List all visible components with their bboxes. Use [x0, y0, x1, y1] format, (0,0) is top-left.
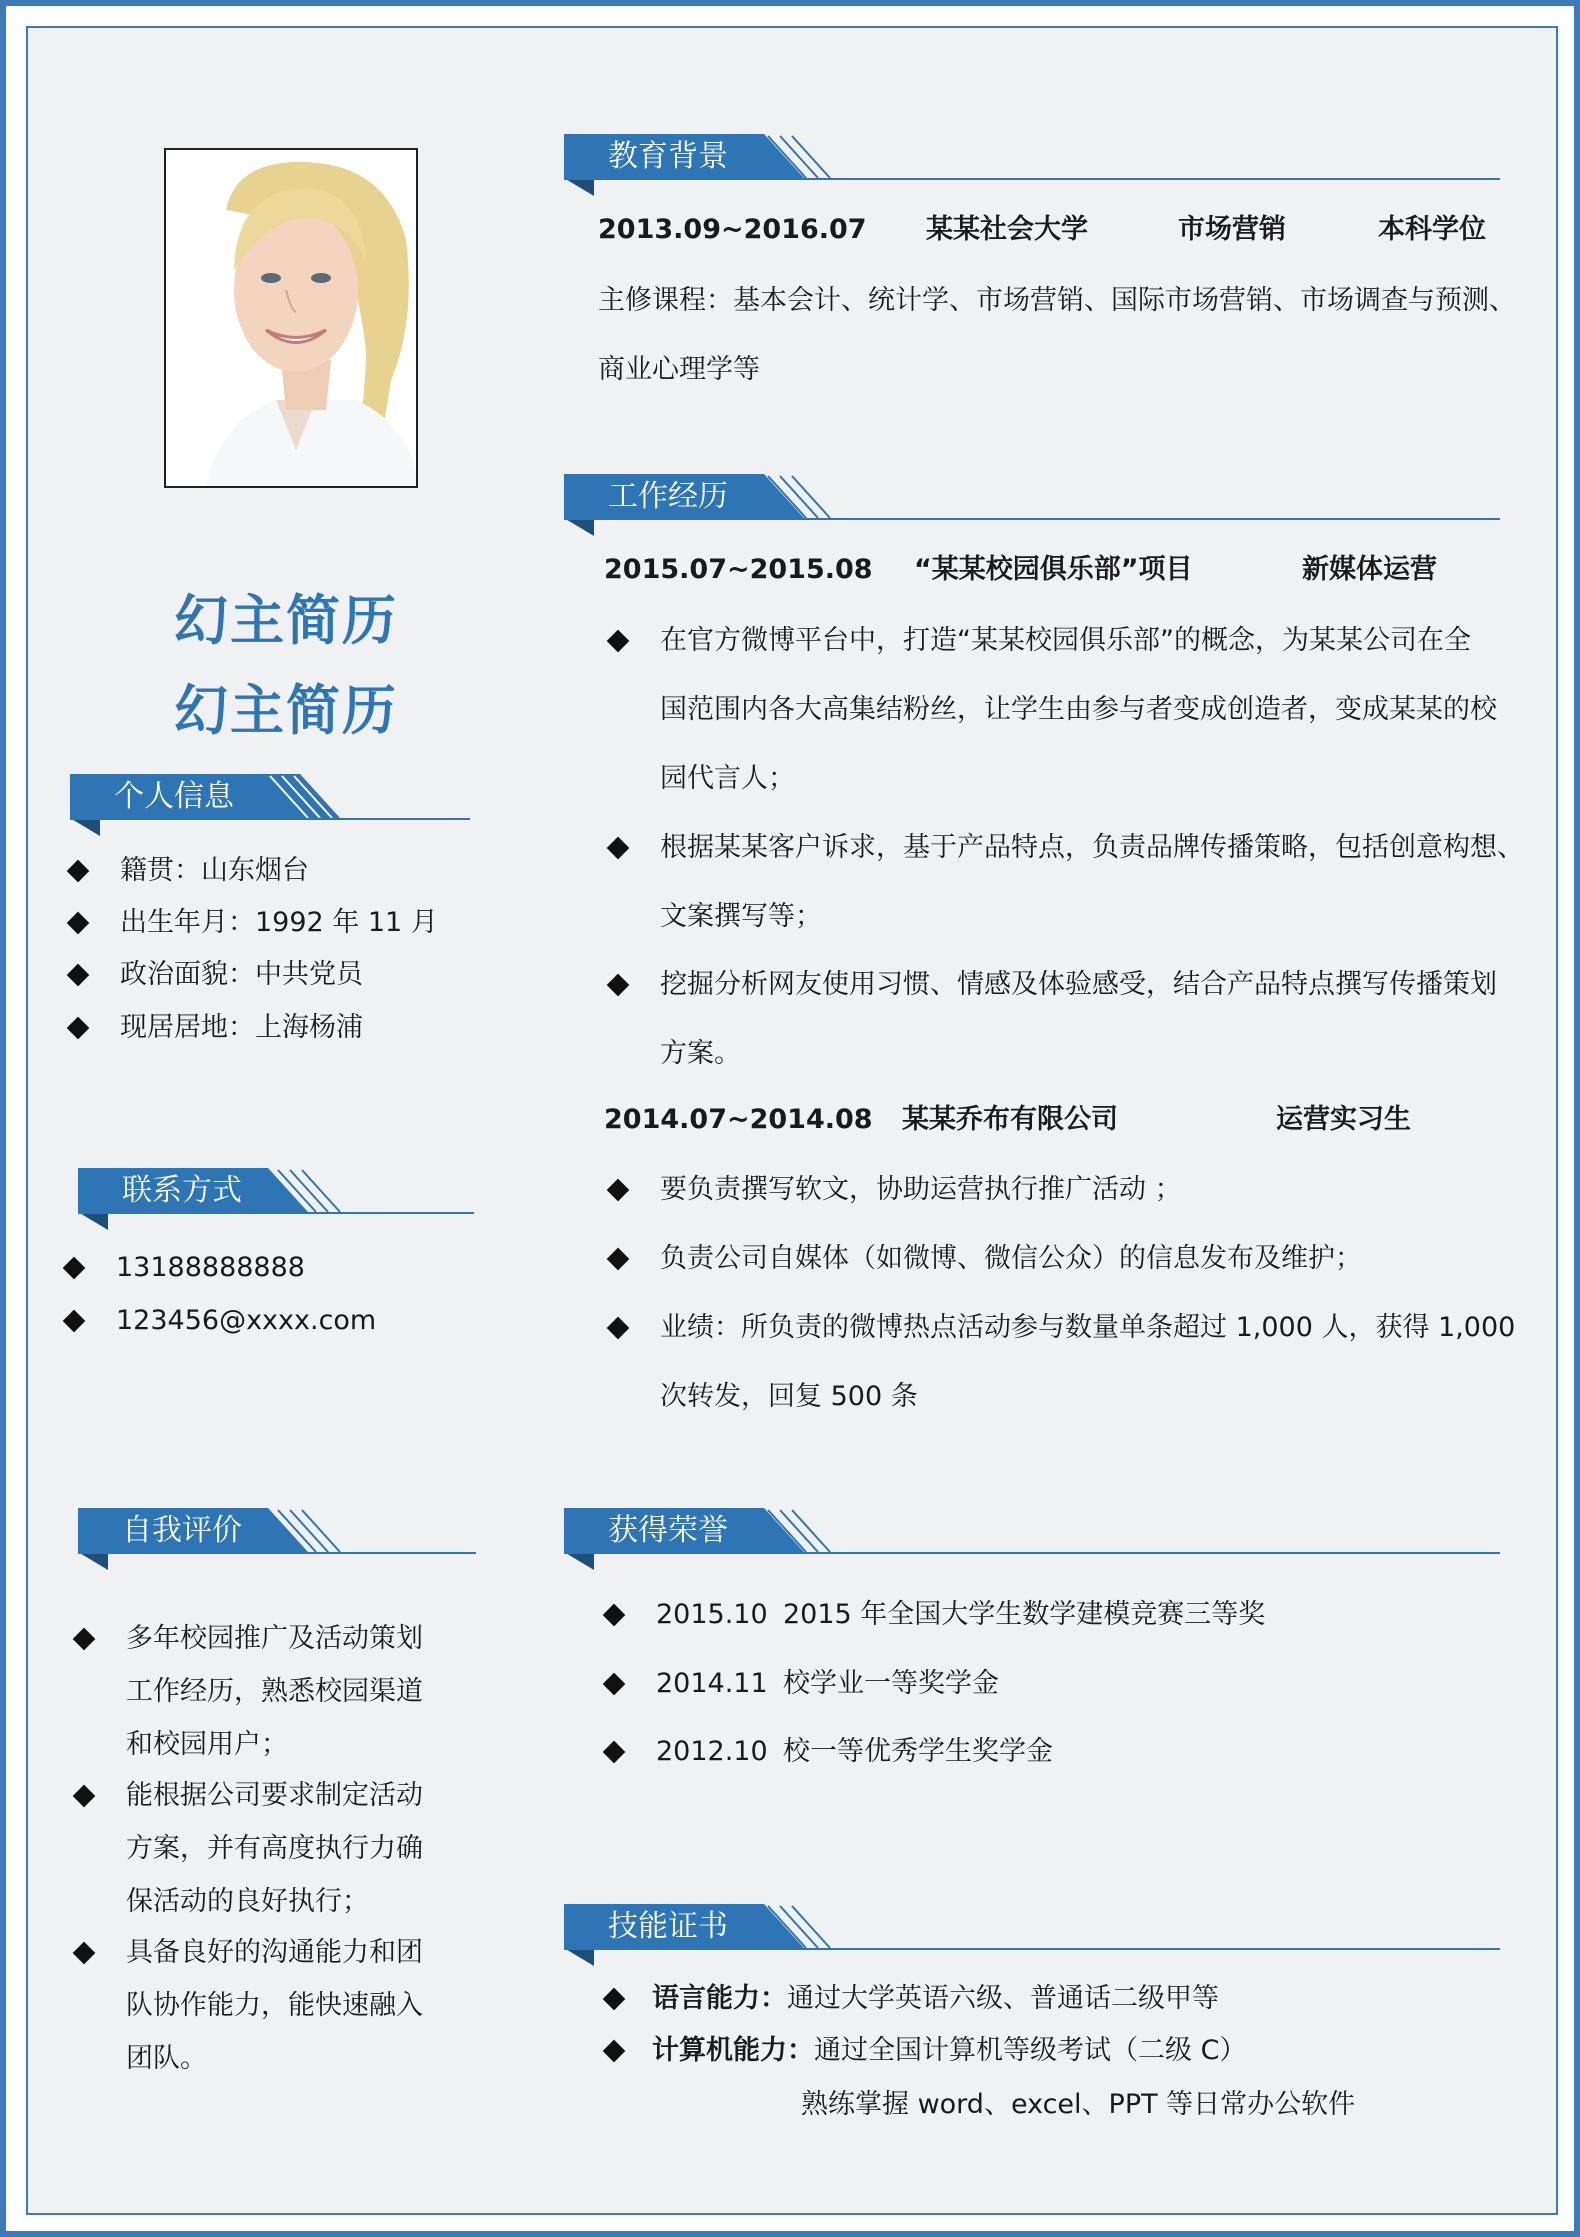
section-header-personal — [70, 774, 470, 824]
section-divider — [70, 818, 470, 820]
honor-title: 校一等优秀学生奖学金 — [783, 1736, 1053, 1767]
self-eval-line: 团队。 — [126, 2043, 207, 2074]
section-title: 获得荣誉 — [608, 1513, 728, 1548]
self-eval-line: 方案，并有高度执行力确 — [126, 1833, 423, 1864]
work-role: 运营实习生 — [1276, 1104, 1411, 1135]
work-item-line: 根据某某客户诉求，基于产品特点，负责品牌传播策略，包括创意构想、 — [660, 832, 1524, 863]
section-divider — [564, 518, 1500, 520]
section-title: 教育背景 — [608, 139, 728, 174]
edu-courses-line-1: 主修课程：基本会计、统计学、市场营销、国际市场营销、市场调查与预测、 — [598, 285, 1516, 316]
section-title: 联系方式 — [122, 1173, 242, 1208]
section-divider — [564, 1948, 1500, 1950]
self-eval-line: 能根据公司要求制定活动 — [126, 1780, 423, 1811]
work-item-line: 次转发，回复 500 条 — [660, 1381, 918, 1412]
personal-info-item: 出生年月：1992 年 11 月 — [120, 907, 438, 938]
personal-info-item: 政治面貌：中共党员 — [120, 959, 363, 990]
work-item-line: 在官方微博平台中，打造“某某校园俱乐部”的概念，为某某公司在全 — [660, 625, 1471, 656]
honor-title: 2015 年全国大学生数学建模竞赛三等奖 — [783, 1599, 1266, 1630]
section-header-honors — [564, 1508, 1500, 1558]
contact-phone: 13188888888 — [116, 1252, 305, 1283]
edu-courses-line-2: 商业心理学等 — [598, 354, 760, 385]
work-item-line: 方案。 — [660, 1038, 741, 1069]
section-title: 技能证书 — [608, 1909, 728, 1944]
work-item-line: 业绩：所负责的微博热点活动参与数量单条超过 1,000 人，获得 1,000 — [660, 1312, 1516, 1343]
work-organization: “某某校园俱乐部”项目 — [914, 554, 1193, 585]
honor-date: 2012.10 — [656, 1736, 768, 1767]
self-eval-line: 工作经历，熟悉校园渠道 — [126, 1676, 423, 1707]
honor-date: 2014.11 — [656, 1668, 768, 1699]
edu-major: 市场营销 — [1178, 214, 1286, 245]
section-divider — [564, 178, 1500, 180]
work-item-line: 挖掘分析网友使用习惯、情感及体验感受，结合产品特点撰写传播策划 — [660, 969, 1497, 1000]
skill-label: 语言能力： — [652, 1983, 787, 2014]
name-line-1: 幻主简历 — [174, 589, 398, 652]
section-title: 自我评价 — [122, 1513, 242, 1548]
section-header-education — [564, 134, 1500, 184]
self-eval-line: 和校园用户； — [126, 1729, 288, 1760]
self-eval-line: 多年校园推广及活动策划 — [126, 1623, 423, 1654]
edu-period: 2013.09~2016.07 — [598, 214, 867, 245]
work-item-line: 负责公司自媒体（如微博、微信公众）的信息发布及维护； — [660, 1243, 1362, 1274]
work-item-line: 要负责撰写软文，协助运营执行推广活动 ； — [660, 1174, 1182, 1205]
self-eval-line: 队协作能力，能快速融入 — [126, 1990, 423, 2021]
skill-item — [652, 2034, 1246, 2068]
contact-email: 123456@xxxx.com — [116, 1305, 377, 1336]
work-item-line: 国范围内各大高集结粉丝，让学生由参与者变成创造者，变成某某的校 — [660, 694, 1497, 725]
skill-text: 通过大学英语六级、普通话二级甲等 — [787, 1983, 1219, 2014]
section-header-contact — [78, 1168, 474, 1218]
work-item-line: 园代言人； — [660, 763, 795, 794]
personal-info-item: 现居居地：上海杨浦 — [120, 1012, 363, 1043]
edu-school: 某某社会大学 — [926, 214, 1088, 245]
work-period: 2015.07~2015.08 — [604, 554, 873, 585]
name-line-2: 幻主简历 — [174, 679, 398, 742]
skill-item — [652, 1982, 1219, 2016]
skills-extra-line: 熟练掌握 word、excel、PPT 等日常办公软件 — [801, 2089, 1356, 2120]
skill-label: 计算机能力： — [652, 2035, 814, 2066]
section-divider — [78, 1212, 474, 1214]
work-role: 新媒体运营 — [1302, 554, 1437, 585]
honor-date: 2015.10 — [656, 1599, 768, 1630]
section-title: 个人信息 — [114, 779, 234, 814]
honor-title: 校学业一等奖学金 — [783, 1668, 999, 1699]
edu-degree: 本科学位 — [1378, 214, 1486, 245]
work-item-line: 文案撰写等； — [660, 901, 822, 932]
section-divider — [78, 1552, 476, 1554]
section-title: 工作经历 — [608, 479, 728, 514]
skill-text: 通过全国计算机等级考试（二级 C） — [814, 2035, 1247, 2066]
section-header-work — [564, 474, 1500, 524]
work-organization: 某某乔布有限公司 — [902, 1104, 1118, 1135]
self-eval-line: 保活动的良好执行； — [126, 1886, 369, 1917]
personal-info-item: 籍贯：山东烟台 — [120, 855, 309, 886]
section-divider — [564, 1552, 1500, 1554]
profile-photo — [164, 148, 418, 488]
section-header-skills — [564, 1904, 1500, 1954]
section-header-self-eval — [78, 1508, 476, 1558]
self-eval-line: 具备良好的沟通能力和团 — [126, 1937, 423, 1968]
work-period: 2014.07~2014.08 — [604, 1104, 873, 1135]
